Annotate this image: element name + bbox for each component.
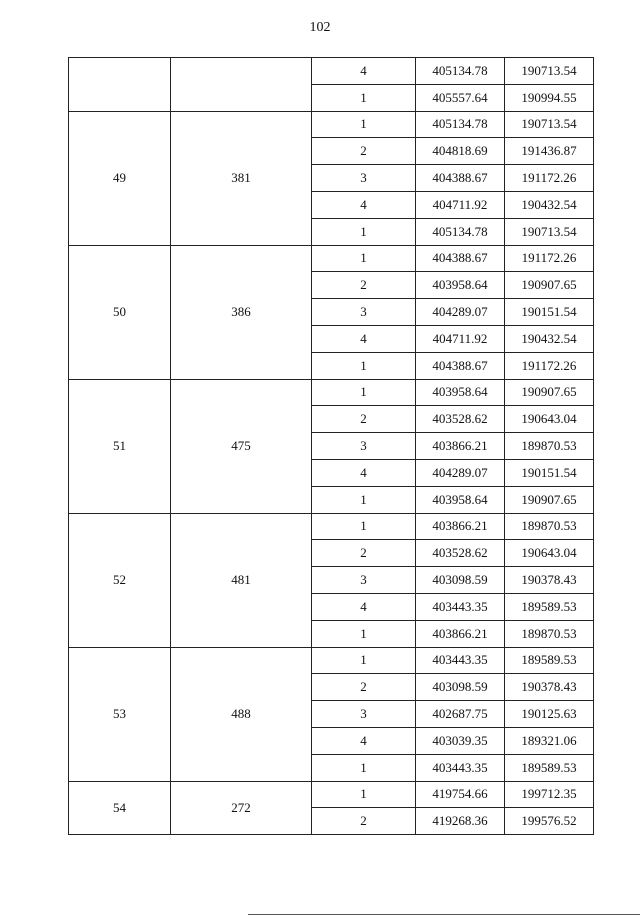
table-row (69, 647, 594, 674)
x-coordinate-cell: 404289.07 (416, 299, 505, 326)
area-cell: 475 (171, 379, 312, 513)
point-number-cell: 1 (312, 781, 416, 808)
area-cell: 481 (171, 513, 312, 647)
x-coordinate-cell: 405134.78 (416, 218, 505, 245)
bottom-rule (248, 914, 640, 915)
point-number-cell: 4 (312, 191, 416, 218)
point-number-cell: 1 (312, 352, 416, 379)
y-coordinate-cell: 189870.53 (505, 513, 594, 540)
area-cell: 488 (171, 647, 312, 781)
x-coordinate-cell: 404711.92 (416, 325, 505, 352)
point-number-cell: 3 (312, 165, 416, 192)
x-coordinate-cell: 403039.35 (416, 727, 505, 754)
y-coordinate-cell: 190643.04 (505, 406, 594, 433)
table-row (69, 379, 594, 406)
table-row (69, 111, 594, 138)
plot-number-cell: 49 (69, 111, 171, 245)
y-coordinate-cell: 190907.65 (505, 486, 594, 513)
coordinates-table (68, 57, 594, 835)
x-coordinate-cell: 403866.21 (416, 620, 505, 647)
x-coordinate-cell: 403958.64 (416, 379, 505, 406)
y-coordinate-cell: 190713.54 (505, 111, 594, 138)
x-coordinate-cell: 403958.64 (416, 486, 505, 513)
y-coordinate-cell: 190125.63 (505, 701, 594, 728)
y-coordinate-cell: 190432.54 (505, 325, 594, 352)
table-row (69, 781, 594, 808)
point-number-cell: 1 (312, 620, 416, 647)
plot-number-cell: 54 (69, 781, 171, 835)
point-number-cell: 4 (312, 325, 416, 352)
point-number-cell: 4 (312, 58, 416, 85)
x-coordinate-cell: 404818.69 (416, 138, 505, 165)
y-coordinate-cell: 199712.35 (505, 781, 594, 808)
point-number-cell: 2 (312, 540, 416, 567)
y-coordinate-cell: 190994.55 (505, 84, 594, 111)
point-number-cell: 3 (312, 701, 416, 728)
y-coordinate-cell: 190432.54 (505, 191, 594, 218)
x-coordinate-cell: 403866.21 (416, 513, 505, 540)
y-coordinate-cell: 190643.04 (505, 540, 594, 567)
plot-number-cell: 53 (69, 647, 171, 781)
point-number-cell: 3 (312, 567, 416, 594)
table-row (69, 245, 594, 272)
point-number-cell: 1 (312, 218, 416, 245)
plot-number-cell: 52 (69, 513, 171, 647)
point-number-cell: 4 (312, 459, 416, 486)
point-number-cell: 2 (312, 138, 416, 165)
y-coordinate-cell: 189870.53 (505, 433, 594, 460)
y-coordinate-cell: 190151.54 (505, 299, 594, 326)
point-number-cell: 1 (312, 647, 416, 674)
x-coordinate-cell: 403443.35 (416, 593, 505, 620)
y-coordinate-cell: 190151.54 (505, 459, 594, 486)
plot-number-cell (69, 58, 171, 112)
x-coordinate-cell: 403866.21 (416, 433, 505, 460)
table-row (69, 58, 594, 85)
area-cell: 381 (171, 111, 312, 245)
point-number-cell: 3 (312, 299, 416, 326)
x-coordinate-cell: 404388.67 (416, 165, 505, 192)
area-cell: 272 (171, 781, 312, 835)
plot-number-cell: 50 (69, 245, 171, 379)
y-coordinate-cell: 190907.65 (505, 379, 594, 406)
y-coordinate-cell: 189589.53 (505, 647, 594, 674)
point-number-cell: 2 (312, 808, 416, 835)
point-number-cell: 1 (312, 84, 416, 111)
y-coordinate-cell: 190378.43 (505, 674, 594, 701)
point-number-cell: 1 (312, 245, 416, 272)
point-number-cell: 4 (312, 593, 416, 620)
x-coordinate-cell: 403528.62 (416, 406, 505, 433)
x-coordinate-cell: 404711.92 (416, 191, 505, 218)
y-coordinate-cell: 190907.65 (505, 272, 594, 299)
area-cell: 386 (171, 245, 312, 379)
x-coordinate-cell: 403958.64 (416, 272, 505, 299)
y-coordinate-cell: 191436.87 (505, 138, 594, 165)
x-coordinate-cell: 403443.35 (416, 647, 505, 674)
table-row (69, 513, 594, 540)
point-number-cell: 1 (312, 513, 416, 540)
plot-number-cell: 51 (69, 379, 171, 513)
x-coordinate-cell: 404289.07 (416, 459, 505, 486)
x-coordinate-cell: 403443.35 (416, 754, 505, 781)
x-coordinate-cell: 404388.67 (416, 245, 505, 272)
y-coordinate-cell: 190713.54 (505, 58, 594, 85)
point-number-cell: 2 (312, 272, 416, 299)
x-coordinate-cell: 403098.59 (416, 674, 505, 701)
x-coordinate-cell: 405557.64 (416, 84, 505, 111)
area-cell (171, 58, 312, 112)
y-coordinate-cell: 199576.52 (505, 808, 594, 835)
y-coordinate-cell: 189870.53 (505, 620, 594, 647)
point-number-cell: 4 (312, 727, 416, 754)
x-coordinate-cell: 402687.75 (416, 701, 505, 728)
point-number-cell: 2 (312, 674, 416, 701)
y-coordinate-cell: 191172.26 (505, 245, 594, 272)
page-number: 102 (309, 20, 331, 35)
x-coordinate-cell: 405134.78 (416, 111, 505, 138)
y-coordinate-cell: 190713.54 (505, 218, 594, 245)
point-number-cell: 1 (312, 379, 416, 406)
x-coordinate-cell: 403098.59 (416, 567, 505, 594)
point-number-cell: 2 (312, 406, 416, 433)
point-number-cell: 1 (312, 486, 416, 513)
y-coordinate-cell: 189589.53 (505, 754, 594, 781)
y-coordinate-cell: 189589.53 (505, 593, 594, 620)
point-number-cell: 1 (312, 111, 416, 138)
point-number-cell: 3 (312, 433, 416, 460)
x-coordinate-cell: 404388.67 (416, 352, 505, 379)
coordinates-table-body (69, 58, 594, 835)
y-coordinate-cell: 191172.26 (505, 352, 594, 379)
x-coordinate-cell: 405134.78 (416, 58, 505, 85)
y-coordinate-cell: 191172.26 (505, 165, 594, 192)
x-coordinate-cell: 419268.36 (416, 808, 505, 835)
point-number-cell: 1 (312, 754, 416, 781)
y-coordinate-cell: 189321.06 (505, 727, 594, 754)
x-coordinate-cell: 403528.62 (416, 540, 505, 567)
x-coordinate-cell: 419754.66 (416, 781, 505, 808)
y-coordinate-cell: 190378.43 (505, 567, 594, 594)
